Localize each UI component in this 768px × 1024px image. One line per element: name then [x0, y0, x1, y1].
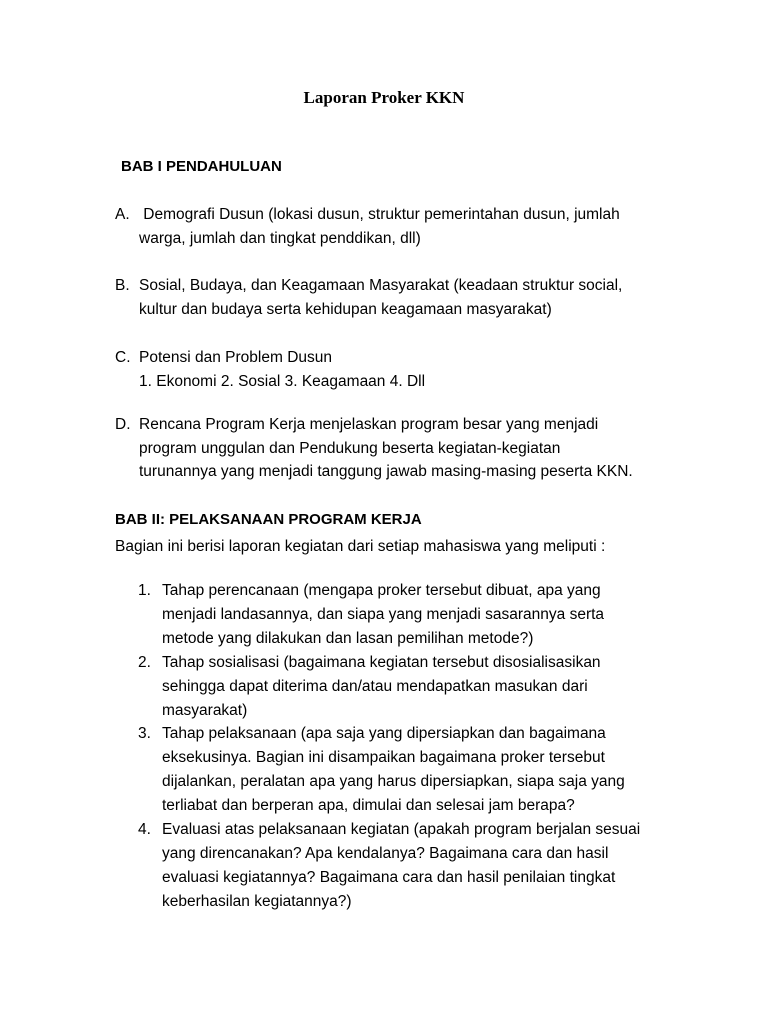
text-line: Tahap pelaksanaan (apa saja yang dipersiapkan dan bagaimana: [162, 725, 606, 742]
list-marker: 2.: [138, 654, 151, 671]
list-marker: A.: [115, 206, 130, 223]
list-item-text: [162, 818, 678, 914]
list-item-text: [139, 203, 675, 250]
document-title: Laporan Proker KKN: [303, 88, 465, 107]
bab2-heading: BAB II: PELAKSANAAN PROGRAM KERJA: [115, 511, 422, 528]
list-item-text: [139, 274, 675, 321]
list-item: [115, 274, 675, 321]
text-line: terliabat dan berperan apa, dimulai dan selesai jam berapa?: [162, 797, 575, 814]
list-item: [138, 651, 678, 723]
list-item: [138, 722, 678, 818]
text-line: Potensi dan Problem Dusun: [139, 349, 333, 366]
text-line: Demografi Dusun (lokasi dusun, struktur pemerintahan dusun, jumlah: [139, 206, 620, 223]
text-line: dijalankan, peralatan apa yang harus dipersiapkan, siapa saja yang: [162, 773, 625, 790]
text-line: 1. Ekonomi 2. Sosial 3. Keagamaan 4. Dll: [139, 372, 426, 390]
text-line: sehingga dapat diterima dan/atau mendapatkan masukan dari: [162, 678, 588, 695]
list-item: [115, 413, 675, 484]
list-marker: 4.: [138, 821, 151, 838]
bab1-heading: BAB I PENDAHULUAN: [121, 158, 282, 175]
list-marker: 1.: [138, 582, 151, 599]
text-line: evaluasi kegiatannya? Bagaimana cara dan hasil penilaian tingkat: [162, 869, 616, 886]
text-line: metode yang dilakukan dan lasan pemilihan metode?): [162, 630, 534, 647]
text-line: kultur dan budaya serta kehidupan keagamaan masyarakat): [139, 300, 552, 318]
list-item-text: [162, 722, 678, 818]
list-item-text: [162, 651, 678, 723]
text-line: eksekusinya. Bagian ini disampaikan bagaimana proker tersebut: [162, 749, 605, 766]
list-item-text: [139, 413, 675, 484]
text-line: warga, jumlah dan tingkat penddikan, dll): [139, 229, 421, 247]
bab2-intro: Bagian ini berisi laporan kegiatan dari setiap mahasiswa yang meliputi :: [115, 538, 606, 555]
text-line: masyarakat): [162, 702, 248, 719]
list-marker: C.: [115, 349, 131, 366]
text-line: turunannya yang menjadi tanggung jawab masing-masing peserta KKN.: [139, 463, 633, 480]
list-item-text: [162, 579, 678, 651]
list-item-text: [139, 346, 675, 393]
text-line: Rencana Program Kerja menjelaskan program besar yang menjadi: [139, 416, 599, 433]
text-line: Tahap sosialisasi (bagaimana kegiatan tersebut disosialisasikan: [162, 654, 601, 671]
list-item: [115, 203, 675, 250]
list-marker: B.: [115, 277, 130, 294]
list-item: [138, 818, 678, 914]
text-line: keberhasilan kegiatannya?): [162, 893, 352, 910]
list-marker: D.: [115, 416, 131, 433]
list-item: [115, 346, 675, 393]
text-line: menjadi landasannya, dan siapa yang menjadi sasarannya serta: [162, 606, 605, 623]
text-line: Evaluasi atas pelaksanaan kegiatan (apakah program berjalan sesuai: [162, 821, 641, 838]
text-line: yang direncanakan? Apa kendalanya? Bagaimana cara dan hasil: [162, 845, 609, 862]
list-marker: 3.: [138, 725, 151, 742]
list-item: [138, 579, 678, 651]
text-line: program unggulan dan Pendukung beserta kegiatan-kegiatan: [139, 439, 561, 457]
text-line: Tahap perencanaan (mengapa proker tersebut dibuat, apa yang: [162, 582, 601, 599]
text-line: Sosial, Budaya, dan Keagamaan Masyarakat (keadaan struktur social,: [139, 277, 623, 294]
